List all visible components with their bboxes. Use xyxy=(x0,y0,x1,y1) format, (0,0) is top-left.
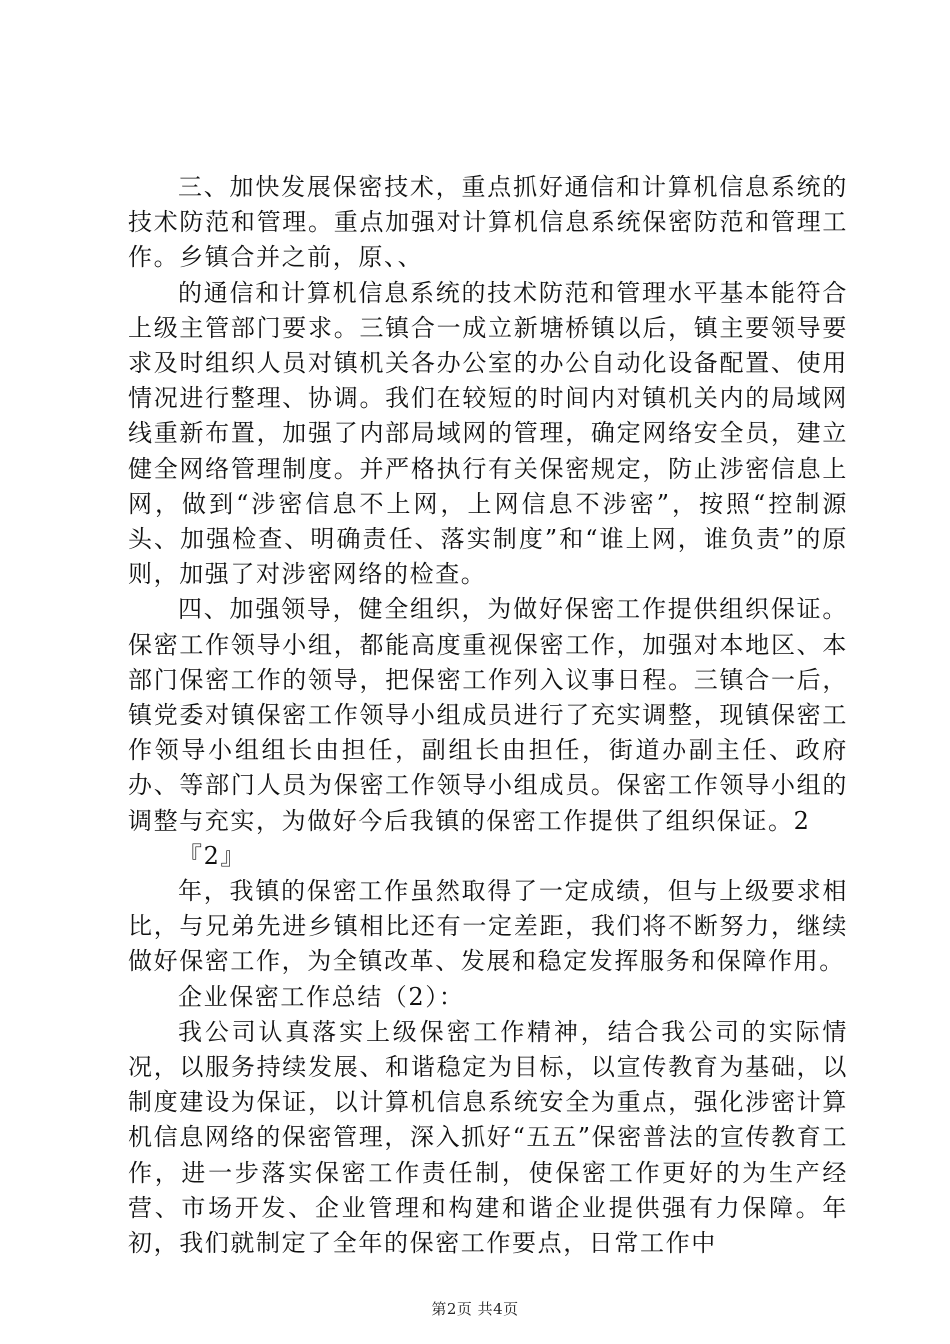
page-footer: 第2页 共4页 xyxy=(431,1300,519,1318)
paragraph-network-management: 的通信和计算机信息系统的技术防范和管理水平基本能符合上级主管部门要求。三镇合一成立新塘桥镇以后，镇主要领导要求及时组织人员对镇机关各办公室的办公自动化设备配置、使用情况进行整理、协调。我们在较短的时间内对镇机关内的局域网线重新布置，加强了内部局域网的管理，确定网络安全员，建立健全网络管理制度。并严格执行有关保密规定，防止涉密信息上网，做到“涉密信息不上网，上网信息不涉密”，按照“控制源头、加强检查、明确责任、落实制度”和“谁上网，谁负责”的原则，加强了对涉密网络的检查。 xyxy=(128,278,848,589)
section-heading-enterprise-summary: 企业保密工作总结（2）： xyxy=(178,982,465,1011)
paragraph-leadership-organization: 四、加强领导，健全组织，为做好保密工作提供组织保证。保密工作领导小组，都能高度重视保密工作，加强对本地区、本部门保密工作的领导，把保密工作列入议事日程。三镇合一后，镇党委对镇保密工作领导小组成员进行了充实调整，现镇保密工作领导小组组长由担任，副组长由担任，街道办副主任、政府办、等部门人员为保密工作领导小组成员。保密工作领导小组的调整与充实，为做好今后我镇的保密工作提供了组织保证。2 xyxy=(128,595,848,835)
paragraph-enterprise-security: 我公司认真落实上级保密工作精神，结合我公司的实际情况，以服务持续发展、和谐稳定为目标，以宣传教育为基础，以制度建设为保证，以计算机信息系统安全为重点，强化涉密计算机信息网络的保密管理，深入抓好“五五”保密普法的宣传教育工作，进一步落实保密工作责任制，使保密工作更好的为生产经营、市场开发、企业管理和构建和谐企业提供强有力保障。年初，我们就制定了全年的保密工作要点，日常工作中 xyxy=(128,1017,848,1258)
paragraph-page-marker: 『2』 xyxy=(178,841,247,870)
document-body xyxy=(128,170,848,1261)
paragraph-summary-closing: 年，我镇的保密工作虽然取得了一定成绩，但与上级要求相比，与兄弟先进乡镇相比还有一定差距，我们将不断努力，继续做好保密工作，为全镇改革、发展和稳定发挥服务和保障作用。 xyxy=(128,877,848,976)
paragraph-security-technology: 三、加快发展保密技术，重点抓好通信和计算机信息系统的技术防范和管理。重点加强对计算机信息系统保密防范和管理工作。乡镇合并之前，原、、 xyxy=(128,173,848,272)
